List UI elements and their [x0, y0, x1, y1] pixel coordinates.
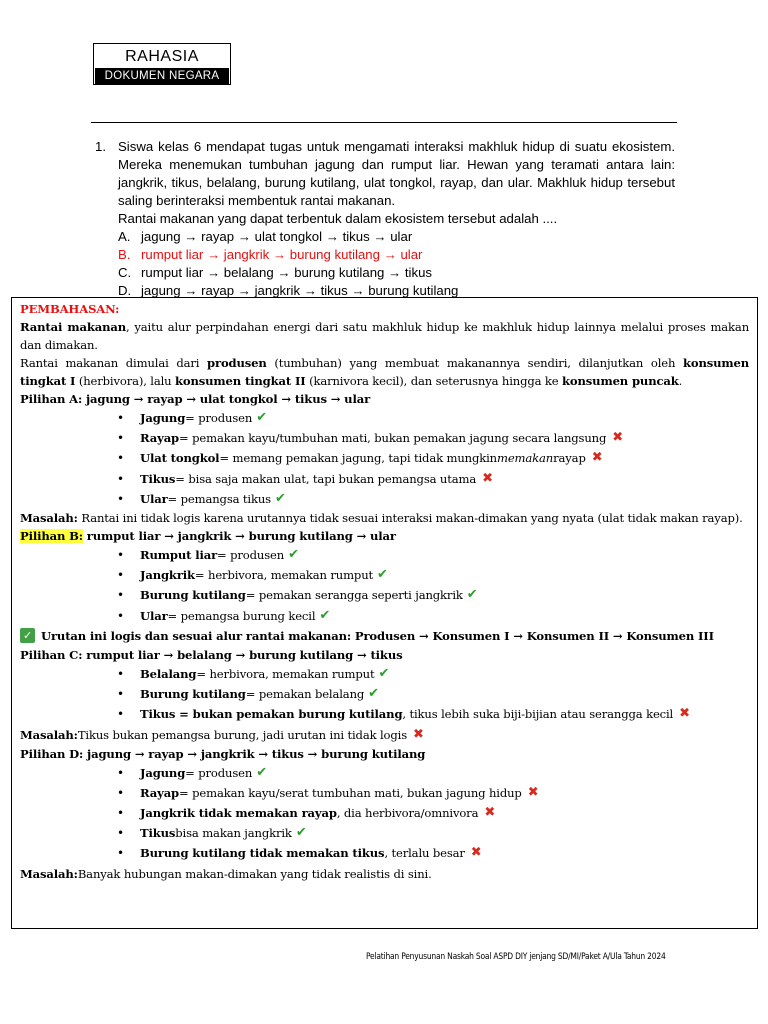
option-d-title: Pilihan D: jagung → rayap → jangkrik → tikus → burung kutilang — [20, 746, 426, 761]
flow-text: Rantai makanan dimulai dari — [20, 356, 208, 370]
page-footer: Pelatihan Penyusunan Naskah Soal ASPD DIY jenjang SD/MI/Paket A/Ula Tahun 2024 — [366, 951, 666, 961]
item-text: = pemakan kayu/serat tumbuhan mati, bukan jagung hidup — [179, 785, 522, 800]
bullet: • — [117, 707, 124, 722]
bullet: • — [117, 826, 124, 841]
option-letter: C. — [118, 265, 132, 280]
explanation-heading: PEMBAHASAN: — [20, 302, 120, 316]
problem-text: Tikus bukan pemangsa burung, jadi urutan ini tidak logis — [77, 727, 408, 742]
option-a[interactable] — [118, 228, 675, 246]
cross-icon: ✖ — [484, 805, 496, 821]
cross-icon: ✖ — [470, 845, 482, 861]
list-item — [20, 783, 749, 803]
cross-icon: ✖ — [413, 726, 424, 742]
item-term: Tikus — [140, 471, 176, 486]
item-emphasis: memakan — [497, 451, 554, 466]
option-text: jagung → rayap → ulat tongkol → tikus → ular — [141, 229, 413, 244]
bullet: • — [117, 451, 124, 466]
check-icon: ✔ — [466, 587, 478, 603]
bullet: • — [117, 608, 124, 623]
cross-icon: ✖ — [527, 784, 539, 800]
item-text: , terlalu besar — [384, 846, 465, 861]
option-c-heading — [20, 646, 749, 664]
cross-icon: ✖ — [482, 470, 493, 486]
flow-text: (karnivora kecil), dan seterusnya hingga ke — [305, 374, 563, 388]
option-c[interactable] — [118, 264, 675, 282]
item-text: rayap — [553, 451, 586, 466]
option-c-title: Pilihan C: rumput liar → belalang → burung kutilang → tikus — [20, 647, 403, 662]
problem-text: Banyak hubungan makan-dimakan yang tidak realistis di sini. — [77, 866, 432, 881]
item-term: Ular — [140, 491, 168, 506]
item-term: Belalang — [140, 666, 197, 681]
item-term: Rayap — [140, 431, 180, 446]
header-title: RAHASIA — [125, 48, 199, 65]
list-item — [20, 606, 749, 626]
item-term: Burung kutilang — [140, 588, 246, 603]
item-text: = herbivora, memakan rumput — [196, 666, 375, 681]
check-icon: ✔ — [274, 490, 286, 506]
question-1 — [95, 138, 675, 300]
list-item — [20, 704, 749, 724]
problem-label: Masalah: — [20, 727, 78, 742]
item-text: = pemangsa tikus — [167, 491, 271, 506]
option-text: jagung → rayap → jangkrik → tikus → burung kutilang — [141, 283, 459, 298]
option-a-problem — [20, 509, 749, 527]
cross-icon: ✖ — [612, 430, 623, 446]
option-c-problem — [20, 724, 749, 744]
answer-options — [118, 228, 675, 300]
check-icon: ✔ — [256, 764, 267, 780]
item-term: Burung kutilang tidak memakan tikus — [140, 846, 385, 861]
item-text: = herbivora, memakan rumput — [194, 568, 374, 583]
list-item — [20, 565, 749, 585]
header-subtitle: DOKUMEN NEGARA — [95, 68, 229, 84]
check-icon: ✔ — [288, 547, 299, 563]
bullet: • — [117, 491, 124, 506]
option-b-heading — [20, 527, 749, 545]
flow-text: (tumbuhan) yang membuat makanannya sendiri, dilanjutkan oleh — [266, 356, 683, 370]
bullet: • — [117, 785, 124, 800]
bullet: • — [117, 588, 124, 603]
list-item — [20, 428, 749, 448]
cross-icon: ✖ — [679, 706, 690, 722]
option-d-heading — [20, 745, 749, 763]
list-item — [20, 545, 749, 565]
check-icon: ✔ — [368, 686, 379, 702]
flow-term: konsumen tingkat I — [20, 356, 750, 388]
item-term: Ular — [140, 608, 168, 623]
list-item — [20, 408, 749, 428]
conclusion-text: Urutan ini logis dan sesuai alur rantai makanan: Produsen → Konsumen I → Konsumen II → Konsumen III — [41, 628, 714, 643]
classification-header — [93, 43, 231, 85]
item-text: = pemakan kayu/tumbuhan mati, bukan pemakan jagung secara langsung — [179, 431, 607, 446]
question-number: 1. — [95, 139, 106, 154]
bullet: • — [117, 806, 124, 821]
item-text: = pemakan belalang — [245, 687, 365, 702]
option-letter: A. — [118, 229, 131, 244]
check-icon: ✔ — [377, 567, 388, 583]
cross-icon: ✖ — [591, 450, 603, 466]
check-icon: ✔ — [319, 607, 331, 623]
item-text: bisa makan jangkrik — [175, 826, 292, 841]
problem-label: Masalah: — [20, 866, 78, 881]
bullet: • — [117, 687, 124, 702]
bullet: • — [117, 548, 124, 563]
list-item — [20, 448, 749, 468]
check-icon: ✔ — [256, 410, 267, 426]
option-b-correct[interactable] — [118, 246, 675, 264]
list-item — [20, 664, 749, 684]
list-item — [20, 803, 749, 823]
item-text: , tikus lebih suka biji-bijian atau serangga kecil — [402, 707, 674, 722]
list-item — [20, 585, 749, 605]
option-b-conclusion — [20, 626, 749, 646]
header-divider — [91, 122, 677, 123]
question-stem: Siswa kelas 6 mendapat tugas untuk mengamati interaksi makhluk hidup di suatu ekosistem. Mereka menemukan tumbuhan jagung dan rumput liar. Hewan yang teramati antara lain: jangkrik, tikus, belalang, burung kutilang, ulat tongkol, rayap, dan ular. Makhluk hidup tersebut saling berinteraksi membentuk rantai makanan. — [118, 139, 675, 208]
check-icon: ✔ — [295, 825, 307, 841]
item-text: = produsen — [185, 411, 253, 426]
definition-paragraph — [20, 318, 749, 354]
list-item — [20, 763, 749, 783]
option-letter: B. — [118, 247, 131, 262]
bullet: • — [117, 471, 124, 486]
item-text: , dia herbivora/omnivora — [336, 806, 479, 821]
option-b-label: Pilihan B: — [20, 528, 83, 543]
item-term: Rumput liar — [140, 548, 218, 563]
bullet: • — [117, 568, 124, 583]
option-a-title: Pilihan A: jagung → rayap → ulat tongkol → tikus → ular — [20, 392, 371, 406]
item-text: = produsen — [185, 765, 253, 780]
list-item — [20, 469, 749, 489]
definition-term: Rantai makanan — [20, 320, 127, 334]
option-text: rumput liar → jangkrik → burung kutilang → ular — [141, 247, 423, 262]
checkbox-check-icon: ✓ — [20, 628, 35, 643]
flow-paragraph — [20, 354, 749, 390]
bullet: • — [117, 666, 124, 681]
option-a-heading — [20, 390, 749, 408]
item-term: Jagung — [140, 765, 186, 780]
bullet: • — [117, 431, 124, 446]
bullet: • — [117, 411, 124, 426]
option-text: rumput liar → belalang → burung kutilang → tikus — [141, 265, 433, 280]
item-term: Jangkrik — [140, 568, 195, 583]
explanation-box — [11, 297, 758, 929]
flow-term: konsumen tingkat II — [175, 374, 306, 388]
list-item — [20, 489, 749, 509]
item-term: Rayap — [140, 785, 180, 800]
definition-text: , yaitu alur perpindahan energi dari satu makhluk hidup ke makhluk hidup lainnya melalui proses makan dan dimakan. — [20, 320, 750, 352]
list-item — [20, 843, 749, 863]
option-b-chain: rumput liar → jangkrik → burung kutilang → ular — [82, 528, 396, 543]
flow-text: (herbivora), lalu — [75, 374, 176, 388]
item-term: Tikus = bukan pemakan burung kutilang — [140, 707, 403, 722]
flow-term: konsumen puncak — [562, 374, 679, 388]
check-icon: ✔ — [378, 665, 390, 681]
item-text: = produsen — [217, 548, 285, 563]
item-text: = memang pemakan jagung, tapi tidak mungkin — [219, 451, 497, 466]
bullet: • — [117, 846, 124, 861]
list-item — [20, 823, 749, 843]
option-letter: D. — [118, 283, 132, 298]
option-d-problem — [20, 864, 749, 884]
item-term: Jangkrik tidak memakan rayap — [140, 806, 337, 821]
item-term: Ulat tongkol — [140, 451, 220, 466]
flow-term: produsen — [207, 356, 267, 370]
item-text: = pemakan serangga seperti jangkrik — [245, 588, 463, 603]
question-prompt: Rantai makanan yang dapat terbentuk dalam ekosistem tersebut adalah .... — [118, 211, 558, 226]
list-item — [20, 684, 749, 704]
problem-text: Rantai ini tidak logis karena urutannya tidak sesuai interaksi makan-dimakan yang nyata (ulat tidak makan rayap). — [77, 510, 743, 525]
bullet: • — [117, 765, 124, 780]
item-text: = pemangsa burung kecil — [167, 608, 316, 623]
problem-label: Masalah: — [20, 510, 78, 525]
flow-text: . — [678, 374, 683, 388]
item-term: Burung kutilang — [140, 687, 246, 702]
item-text: = bisa saja makan ulat, tapi bukan pemangsa utama — [175, 471, 477, 486]
item-term: Tikus — [140, 826, 176, 841]
item-term: Jagung — [140, 411, 186, 426]
